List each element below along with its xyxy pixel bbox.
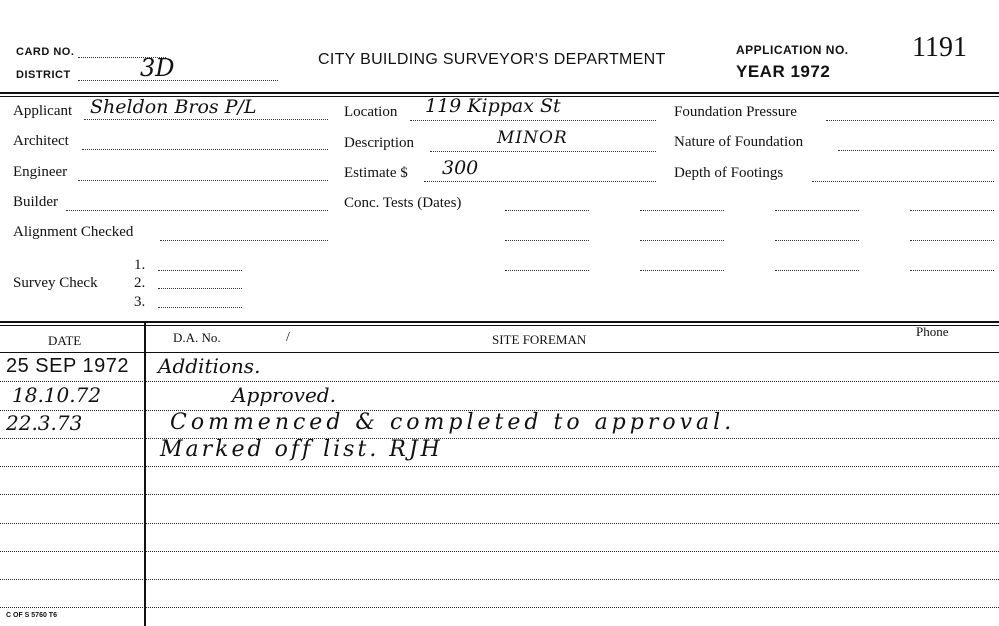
foundation-pressure-label: Foundation Pressure <box>674 104 797 120</box>
conc-line <box>910 240 994 241</box>
phone-header: Phone <box>916 324 949 339</box>
survey-check-label: Survey Check <box>13 275 98 291</box>
header-rule-top <box>0 92 999 94</box>
conc-tests-label: Conc. Tests (Dates) <box>344 195 462 211</box>
district-value: 3D <box>140 54 175 82</box>
architect-line <box>82 149 328 150</box>
survey-line-3 <box>158 307 242 308</box>
estimate-line <box>424 181 656 182</box>
entry-text-1: Additions. <box>158 354 261 378</box>
table-rule-top-2 <box>0 325 999 326</box>
site-foreman-header: SITE FOREMAN <box>492 332 587 347</box>
table-row-line <box>0 494 999 495</box>
alignment-line <box>160 240 328 241</box>
year-label: YEAR 1972 <box>736 62 831 81</box>
conc-line <box>910 210 994 211</box>
conc-line <box>775 210 859 211</box>
da-header: D.A. No. <box>173 330 221 345</box>
table-rule-top <box>0 321 999 323</box>
conc-line <box>505 240 589 241</box>
table-row-line <box>0 466 999 467</box>
location-line <box>410 120 656 121</box>
conc-line <box>640 240 724 241</box>
application-no-label: APPLICATION NO. <box>736 43 849 57</box>
form-code: C OF S 5760 T6 <box>6 612 57 619</box>
application-no-value: 1191 <box>912 32 967 63</box>
conc-line <box>910 270 994 271</box>
date-column-divider <box>144 321 146 626</box>
table-row-line <box>0 381 999 382</box>
conc-line <box>640 270 724 271</box>
location-label: Location <box>344 104 398 120</box>
entry-text-3: Commenced & completed to approval. <box>170 410 736 435</box>
entry-date-2: 18.10.72 <box>12 383 102 407</box>
card-no-label: CARD NO. <box>16 46 75 58</box>
engineer-line <box>78 180 328 181</box>
table-row-line <box>0 551 999 552</box>
survey-num-2: 2. <box>134 275 146 291</box>
entry-text-4: Marked off list. RJH <box>160 437 443 462</box>
description-value: MINOR <box>497 128 568 148</box>
survey-line-2 <box>158 288 242 289</box>
table-row-line <box>0 438 999 439</box>
table-row-line <box>0 523 999 524</box>
applicant-value: Sheldon Bros P/L <box>90 96 257 118</box>
conc-line <box>775 240 859 241</box>
applicant-label: Applicant <box>13 103 73 119</box>
conc-line <box>505 270 589 271</box>
nature-foundation-line <box>838 150 994 151</box>
builder-line <box>66 210 328 211</box>
table-row-line <box>0 579 999 580</box>
description-label: Description <box>344 135 414 151</box>
depth-footings-label: Depth of Footings <box>674 165 784 181</box>
alignment-label: Alignment Checked <box>13 224 134 240</box>
estimate-value: 300 <box>442 157 479 179</box>
district-line <box>78 80 278 81</box>
date-header: DATE <box>48 333 82 348</box>
table-row-line <box>0 607 999 608</box>
architect-label: Architect <box>13 133 69 149</box>
district-label: DISTRICT <box>16 69 71 81</box>
da-slash: / <box>286 330 290 345</box>
applicant-line <box>84 119 328 120</box>
builder-label: Builder <box>13 194 58 210</box>
survey-line-1 <box>158 270 242 271</box>
survey-num-3: 3. <box>134 294 146 310</box>
entry-date-3: 22.3.73 <box>6 411 83 435</box>
entry-text-2: Approved. <box>232 383 336 407</box>
estimate-label: Estimate $ <box>344 165 408 181</box>
conc-line <box>505 210 589 211</box>
depth-footings-line <box>812 181 994 182</box>
conc-line <box>775 270 859 271</box>
engineer-label: Engineer <box>13 164 68 180</box>
survey-num-1: 1. <box>134 257 146 273</box>
department-title: CITY BUILDING SURVEYOR'S DEPARTMENT <box>318 51 666 68</box>
description-line <box>430 151 656 152</box>
location-value: 119 Kippax St <box>425 95 561 117</box>
conc-line <box>640 210 724 211</box>
nature-foundation-label: Nature of Foundation <box>674 134 804 150</box>
table-header-rule <box>0 352 999 353</box>
entry-date-1: 25 SEP 1972 <box>6 355 130 377</box>
foundation-pressure-line <box>826 120 994 121</box>
